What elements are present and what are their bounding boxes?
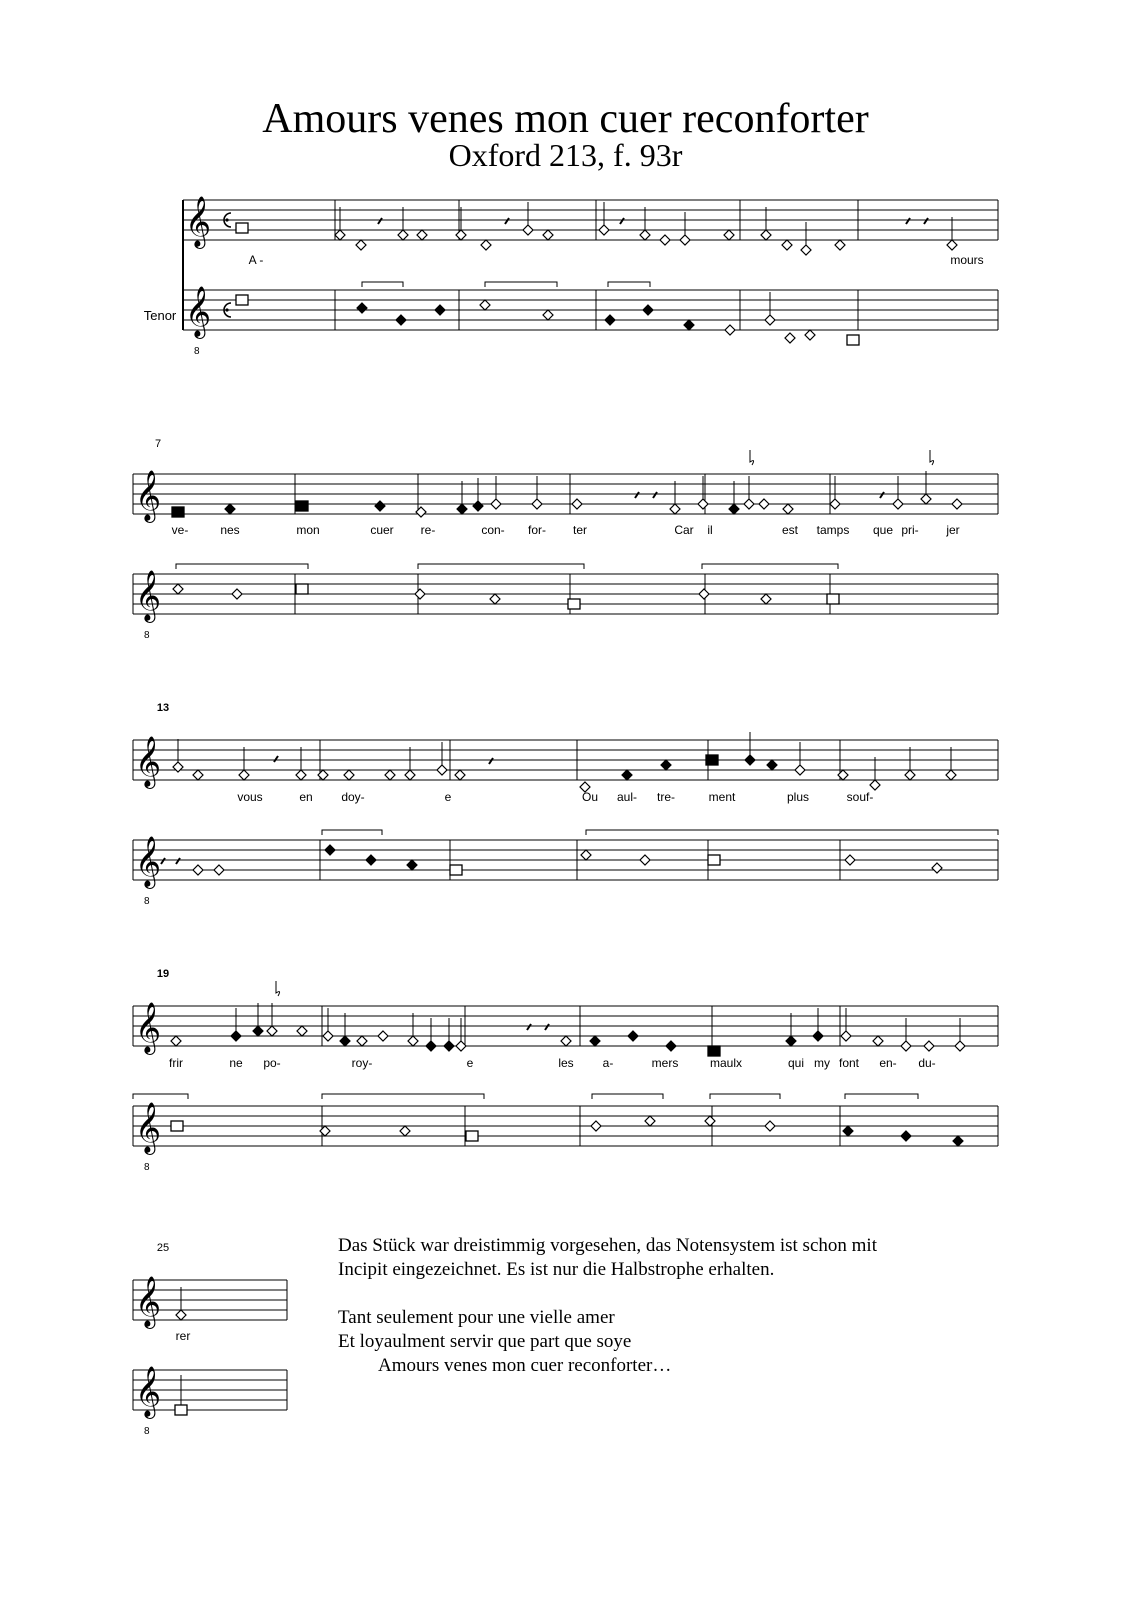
lyric-syllable: pri- — [901, 523, 919, 537]
black-note — [435, 305, 445, 315]
lyric-syllable: ment — [708, 790, 736, 804]
lyric-syllable: tre- — [657, 790, 675, 804]
black-note — [622, 770, 632, 780]
breve-note — [236, 223, 248, 233]
breve-note — [175, 1405, 187, 1415]
lyric-syllable: il — [707, 523, 713, 537]
lyric-syllable: A - — [248, 253, 264, 267]
lyric-syllable: Car — [674, 523, 694, 537]
breve-note — [708, 1046, 720, 1056]
black-note — [786, 1036, 796, 1046]
lyric-syllable: e — [444, 790, 452, 804]
lyric-syllable: en — [299, 790, 313, 804]
rest — [489, 758, 493, 764]
ligature-bracket — [702, 564, 838, 569]
black-note — [225, 504, 235, 514]
hollow-note — [491, 499, 501, 509]
flat-sign — [930, 450, 934, 465]
hollow-note — [591, 1121, 601, 1131]
flat-sign — [276, 981, 280, 996]
treble-clef: 𝄞 — [135, 836, 162, 887]
hollow-note — [782, 240, 792, 250]
hollow-note — [901, 1041, 911, 1051]
hollow-note — [480, 300, 490, 310]
source-subtitle: Oxford 213, f. 93r — [448, 137, 683, 173]
hollow-note — [335, 230, 345, 240]
hollow-note — [765, 315, 775, 325]
commentary-line-2: Incipit eingezeichnet. Es ist nur die Halbstrophe erhalten. — [338, 1259, 775, 1280]
treble-clef: 𝄞 — [185, 286, 212, 337]
hollow-note — [523, 225, 533, 235]
breve-note — [568, 599, 580, 609]
hollow-note — [932, 863, 942, 873]
hollow-note — [952, 499, 962, 509]
hollow-note — [490, 594, 500, 604]
hollow-note — [705, 1116, 715, 1126]
rest — [924, 218, 928, 224]
ligature-bracket — [418, 564, 584, 569]
black-note — [457, 504, 467, 514]
black-note — [628, 1031, 638, 1041]
lyric-syllable: for- — [528, 523, 546, 537]
hollow-note — [417, 230, 427, 240]
hollow-note — [455, 770, 465, 780]
hollow-note — [785, 333, 795, 343]
ligature-bracket — [322, 830, 382, 835]
hollow-note — [893, 499, 903, 509]
rest — [274, 756, 278, 762]
hollow-note — [232, 589, 242, 599]
lyric-syllable: souf- — [846, 790, 874, 804]
hollow-note — [193, 865, 203, 875]
hollow-note — [296, 770, 306, 780]
lyric-syllable: maulx — [709, 1056, 743, 1070]
breve-note — [847, 335, 859, 345]
black-note — [340, 1036, 350, 1046]
treble-clef: 𝄞 — [135, 1276, 162, 1327]
hollow-note — [724, 230, 734, 240]
breve-note — [171, 1121, 183, 1131]
lyric-syllable: mon — [296, 523, 320, 537]
black-note — [643, 305, 653, 315]
hollow-note — [581, 850, 591, 860]
hollow-note — [323, 1031, 333, 1041]
measure-number: 19 — [156, 968, 170, 980]
hollow-note — [744, 499, 754, 509]
rest — [378, 218, 382, 224]
measure-number: 7 — [154, 438, 162, 450]
hollow-note — [640, 230, 650, 240]
ligature-bracket — [362, 282, 403, 287]
ligature-bracket — [845, 1094, 918, 1099]
black-note — [767, 760, 777, 770]
black-note — [901, 1131, 911, 1141]
octave-mark: 8 — [144, 630, 150, 641]
measure-number: 25 — [156, 1242, 170, 1254]
lyric-syllable: que — [872, 523, 894, 537]
hollow-note — [921, 494, 931, 504]
hollow-note — [845, 855, 855, 865]
black-note — [366, 855, 376, 865]
lyric-syllable: ter — [572, 523, 588, 537]
ligature-bracket — [710, 1094, 780, 1099]
ligature-brackets — [133, 282, 998, 1099]
lyric-syllable: a- — [602, 1056, 614, 1070]
commentary-line-1: Das Stück war dreistimmig vorgesehen, das Notensystem ist schon mit — [338, 1235, 877, 1256]
lyric-syllable: vous — [237, 790, 263, 804]
verse-line-1: Tant seulement pour une vielle amer — [338, 1307, 615, 1328]
hollow-note — [214, 865, 224, 875]
black-note — [953, 1136, 963, 1146]
breve-note — [827, 594, 839, 604]
rest — [505, 218, 509, 224]
lyric-syllable: ve- — [171, 523, 189, 537]
treble-clef: 𝄞 — [135, 736, 162, 787]
hollow-note — [599, 225, 609, 235]
octave-mark: 8 — [144, 896, 150, 907]
octave-mark: 8 — [194, 346, 200, 357]
treble-clef: 𝄞 — [135, 1002, 162, 1053]
black-note — [813, 1031, 823, 1041]
score-text — [144, 253, 984, 1343]
black-note — [426, 1041, 436, 1051]
lyric-syllable: rer — [175, 1329, 191, 1343]
lyric-syllable: du- — [918, 1056, 936, 1070]
octave-mark: 8 — [144, 1426, 150, 1437]
black-note — [843, 1126, 853, 1136]
verse-refrain: Amours venes mon cuer reconforter… — [378, 1355, 672, 1376]
breve-note — [296, 584, 308, 594]
hollow-note — [543, 230, 553, 240]
tenor-label: Tenor — [143, 308, 177, 323]
lyric-syllable: Ou — [581, 790, 599, 804]
hollow-note — [405, 770, 415, 780]
treble-clef: 𝄞 — [135, 1366, 162, 1417]
piece-title: Amours venes mon cuer reconforter — [262, 96, 869, 142]
octave-mark: 8 — [144, 1162, 150, 1173]
rest — [161, 858, 165, 864]
rest — [527, 1024, 531, 1030]
hollow-note — [532, 499, 542, 509]
hollow-note — [267, 1026, 277, 1036]
lyric-syllable: mours — [950, 253, 984, 267]
treble-clef: 𝄞 — [135, 470, 162, 521]
lyric-syllable: les — [558, 1056, 574, 1070]
hollow-note — [801, 245, 811, 255]
clefs — [135, 196, 231, 1437]
hollow-note — [400, 1126, 410, 1136]
black-note — [407, 860, 417, 870]
ligature-bracket — [485, 282, 557, 287]
breve-note — [450, 865, 462, 875]
hollow-note — [946, 770, 956, 780]
hollow-note — [437, 765, 447, 775]
ligature-bracket — [133, 1094, 188, 1099]
breve-note — [296, 501, 308, 511]
lyric-syllable: qui — [787, 1056, 805, 1070]
treble-clef: 𝄞 — [185, 196, 212, 247]
rest — [653, 492, 657, 498]
lyric-syllable: tamps — [816, 523, 850, 537]
hollow-note — [398, 230, 408, 240]
hollow-note — [699, 589, 709, 599]
hollow-note — [408, 1036, 418, 1046]
black-note — [396, 315, 406, 325]
hollow-note — [561, 1036, 571, 1046]
verse-line-2: Et loyaulment servir que part que soye — [338, 1331, 632, 1352]
hollow-note — [805, 330, 815, 340]
breve-note — [466, 1131, 478, 1141]
hollow-note — [481, 240, 491, 250]
black-note — [473, 501, 483, 511]
hollow-note — [297, 1026, 307, 1036]
black-note — [745, 755, 755, 765]
hollow-note — [645, 1116, 655, 1126]
rest — [906, 218, 910, 224]
black-note — [661, 760, 671, 770]
black-note — [684, 320, 694, 330]
lyric-syllable: plus — [786, 790, 810, 804]
lyric-syllable: est — [781, 523, 799, 537]
lyric-syllable: roy- — [351, 1056, 373, 1070]
black-note — [325, 845, 335, 855]
ligature-bracket — [176, 564, 308, 569]
black-note — [444, 1041, 454, 1051]
rest — [620, 218, 624, 224]
hollow-note — [873, 1036, 883, 1046]
commentary — [338, 1234, 1038, 1378]
hollow-note — [924, 1041, 934, 1051]
lyric-syllable: po- — [263, 1056, 281, 1070]
lyric-syllable: ne — [229, 1056, 243, 1070]
hollow-note — [456, 230, 466, 240]
hollow-note — [543, 310, 553, 320]
hollow-note — [378, 1031, 388, 1041]
black-note — [375, 501, 385, 511]
ligature-bracket — [608, 282, 650, 287]
breve-note — [706, 755, 718, 765]
hollow-note — [171, 1036, 181, 1046]
black-note — [231, 1031, 241, 1041]
hollow-note — [870, 780, 880, 790]
hollow-note — [795, 765, 805, 775]
hollow-note — [356, 240, 366, 250]
black-note — [605, 315, 615, 325]
ligature-bracket — [592, 1094, 663, 1099]
rest — [635, 492, 639, 498]
black-note — [729, 504, 739, 514]
lyric-syllable: con- — [481, 523, 505, 537]
black-note — [666, 1041, 676, 1051]
hollow-note — [759, 499, 769, 509]
hollow-note — [344, 770, 354, 780]
hollow-note — [947, 240, 957, 250]
hollow-note — [725, 325, 735, 335]
hollow-note — [955, 1041, 965, 1051]
staff-lines — [133, 200, 998, 1410]
hollow-note — [905, 770, 915, 780]
black-note — [253, 1026, 263, 1036]
ligature-bracket — [586, 830, 998, 835]
hollow-note — [193, 770, 203, 780]
black-note — [590, 1036, 600, 1046]
hollow-note — [698, 499, 708, 509]
hollow-note — [783, 504, 793, 514]
hollow-note — [357, 1036, 367, 1046]
hollow-note — [173, 584, 183, 594]
lyric-syllable: aul- — [616, 790, 638, 804]
lyric-syllable: e — [466, 1056, 474, 1070]
hollow-note — [660, 235, 670, 245]
lyric-syllable: re- — [420, 523, 436, 537]
lyric-syllable: cuer — [370, 523, 394, 537]
flat-sign — [750, 450, 754, 465]
mensuration-dot — [225, 308, 228, 311]
hollow-note — [761, 230, 771, 240]
rest — [880, 492, 884, 498]
rest — [545, 1024, 549, 1030]
measure-number: 13 — [156, 702, 170, 714]
hollow-note — [385, 770, 395, 780]
breve-note — [708, 855, 720, 865]
lyric-syllable: en- — [879, 1056, 897, 1070]
hollow-note — [572, 499, 582, 509]
rest — [176, 858, 180, 864]
black-note — [357, 303, 367, 313]
treble-clef: 𝄞 — [135, 1102, 162, 1153]
lyric-syllable: nes — [220, 523, 240, 537]
hollow-note — [761, 594, 771, 604]
treble-clef: 𝄞 — [135, 570, 162, 621]
hollow-note — [176, 1310, 186, 1320]
lyric-syllable: font — [838, 1056, 860, 1070]
breve-note — [236, 295, 248, 305]
lyric-syllable: jer — [946, 523, 960, 537]
lyric-syllable: doy- — [341, 790, 365, 804]
mensuration-dot — [225, 218, 228, 221]
breve-note — [172, 507, 184, 517]
hollow-note — [640, 855, 650, 865]
hollow-note — [765, 1121, 775, 1131]
lyric-syllable: frir — [169, 1056, 183, 1070]
hollow-note — [680, 235, 690, 245]
hollow-note — [841, 1031, 851, 1041]
hollow-note — [670, 504, 680, 514]
hollow-note — [415, 589, 425, 599]
lyric-syllable: my — [814, 1056, 830, 1070]
ligature-bracket — [322, 1094, 484, 1099]
hollow-note — [239, 770, 249, 780]
lyric-syllable: mers — [651, 1056, 679, 1070]
hollow-note — [830, 499, 840, 509]
hollow-note — [835, 240, 845, 250]
